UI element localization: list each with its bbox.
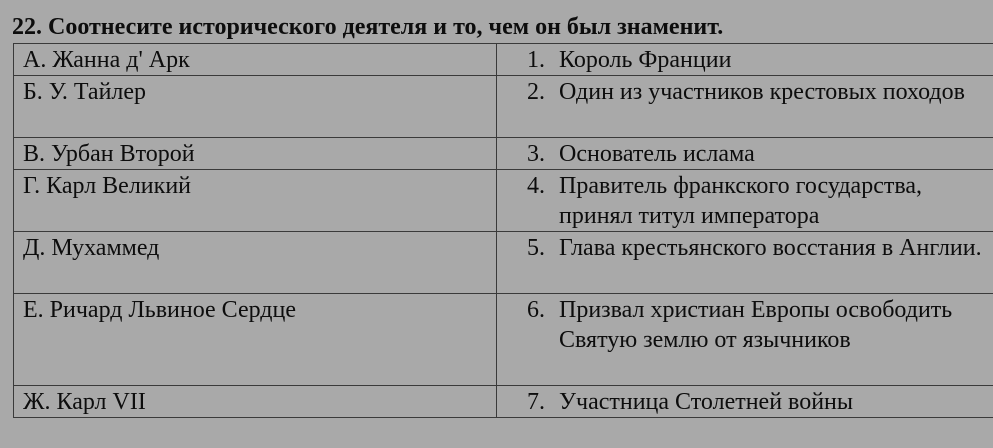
description-text: Призвал христиан Европы освободить Святую землю от язычников bbox=[559, 297, 953, 353]
table-row bbox=[14, 170, 993, 232]
description-text: Один из участников крестовых походов bbox=[559, 79, 965, 105]
description-cell bbox=[497, 386, 993, 418]
person-cell: Б. У. Тайлер bbox=[14, 76, 497, 138]
description-cell bbox=[497, 76, 993, 138]
person-cell: А. Жанна д' Арк bbox=[14, 44, 497, 76]
table-row bbox=[14, 232, 993, 294]
description-cell bbox=[497, 44, 993, 76]
person-cell: Г. Карл Великий bbox=[14, 170, 497, 232]
table-row bbox=[14, 294, 993, 386]
description-text: Основатель ислама bbox=[559, 141, 755, 167]
description-text: Глава крестьянского восстания в Англии. bbox=[559, 235, 982, 261]
description-cell bbox=[497, 232, 993, 294]
item-number: 1. bbox=[527, 47, 545, 73]
person-cell: В. Урбан Второй bbox=[14, 138, 497, 170]
description-cell bbox=[497, 170, 993, 232]
item-number: 7. bbox=[527, 389, 545, 415]
table-row bbox=[14, 138, 993, 170]
table-row bbox=[14, 44, 993, 76]
description-text: Король Франции bbox=[559, 47, 732, 73]
description-text: Участница Столетней войны bbox=[559, 389, 854, 415]
matching-table bbox=[13, 43, 993, 418]
question-title: 22. Соотнесите исторического деятеля и то, чем он был знаменит. bbox=[12, 14, 724, 40]
person-cell: Ж. Карл VII bbox=[14, 386, 497, 418]
item-number: 4. bbox=[527, 173, 545, 199]
item-number: 6. bbox=[527, 297, 545, 323]
item-number: 5. bbox=[527, 235, 545, 261]
person-cell: Е. Ричард Львиное Сердце bbox=[14, 294, 497, 386]
item-number: 3. bbox=[527, 141, 545, 167]
description-cell bbox=[497, 138, 993, 170]
description-cell bbox=[497, 294, 993, 386]
item-number: 2. bbox=[527, 79, 545, 105]
person-cell: Д. Мухаммед bbox=[14, 232, 497, 294]
table-row bbox=[14, 76, 993, 138]
table-row bbox=[14, 386, 993, 418]
description-text: Правитель франкского государства, принял титул императора bbox=[559, 173, 923, 229]
